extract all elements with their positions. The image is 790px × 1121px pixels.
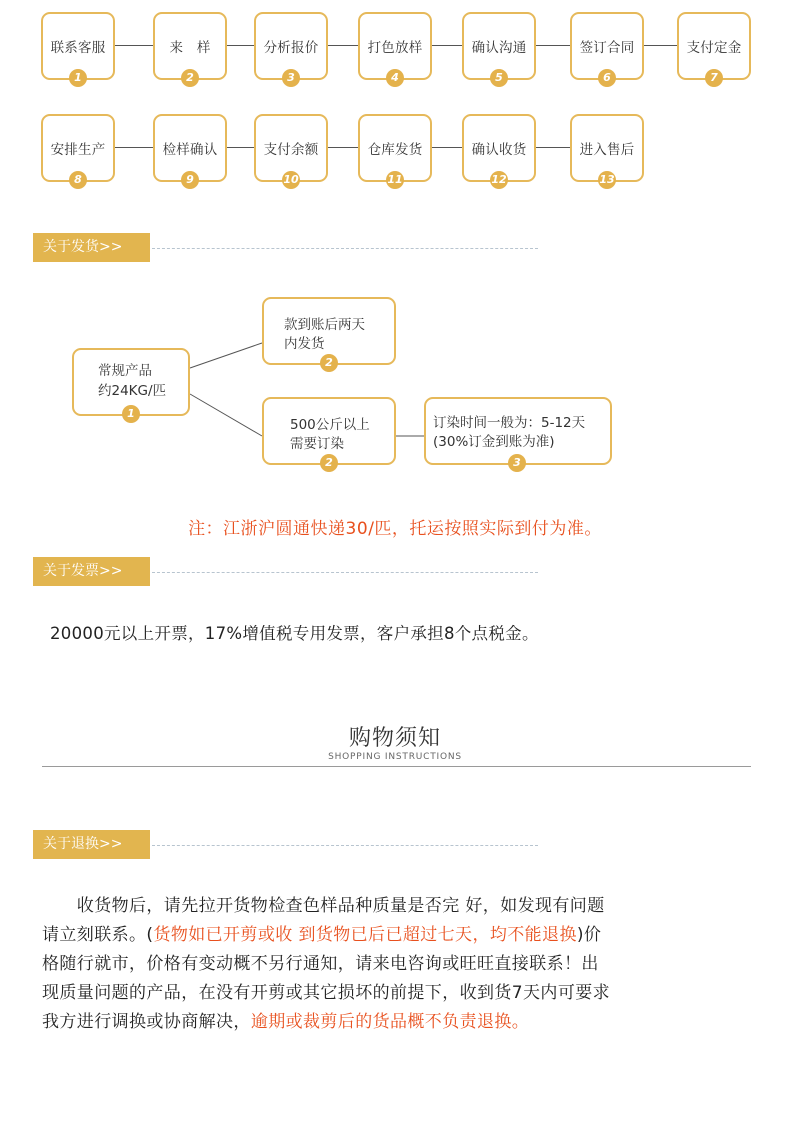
instructions-title: 购物须知 bbox=[348, 726, 441, 751]
custom-dye-line2: 需要订染 bbox=[290, 436, 344, 452]
step-number-badge: 13 bbox=[598, 171, 616, 189]
step-number-badge: 5 bbox=[490, 69, 508, 87]
ship-in-two-days-line1: 款到账后两天 bbox=[284, 317, 365, 333]
custom-dye-line1: 500公斤以上 bbox=[290, 417, 370, 433]
returns-line-4: 现质量问题的产品，在没有开剪或其它损坏的前提下，收到货7天内可要求 bbox=[42, 983, 611, 1003]
returns-line-2-end: )价 bbox=[576, 925, 602, 945]
step-label: 支付余额 bbox=[263, 142, 319, 158]
step-label: 进入售后 bbox=[579, 142, 635, 158]
returns-overdue-highlight: 逾期或裁剪后的货品概不负责退换。 bbox=[250, 1012, 530, 1032]
step-label: 联系客服 bbox=[50, 40, 106, 56]
step-number-badge: 2 bbox=[181, 69, 199, 87]
step-label: 打色放样 bbox=[367, 40, 423, 56]
step-number-badge: 9 bbox=[181, 171, 199, 189]
regular-product-box bbox=[72, 348, 190, 420]
invoice-section-tag: 关于发票>> bbox=[33, 557, 150, 586]
step-label: 分析报价 bbox=[263, 40, 319, 56]
step-number-badge: 7 bbox=[705, 69, 723, 87]
step-number-badge: 6 bbox=[598, 69, 616, 87]
box-number-badge: 2 bbox=[320, 354, 338, 372]
returns-line-1: 收货物后，请先拉开货物检查色样品种质量是否完 好，如发现有问题 bbox=[42, 896, 605, 916]
step-label: 确认沟通 bbox=[471, 40, 527, 56]
ship-in-two-days-box bbox=[262, 297, 396, 369]
step-number-badge: 10 bbox=[282, 171, 300, 189]
box-number-badge: 2 bbox=[320, 454, 338, 472]
step-number-badge: 8 bbox=[69, 171, 87, 189]
step-number-badge: 3 bbox=[282, 69, 300, 87]
dye-time-line2: (30%订金到账为准) bbox=[433, 434, 555, 450]
step-number-badge: 4 bbox=[386, 69, 404, 87]
returns-line-3: 格随行就市，价格有变动概不另行通知，请来电咨询或旺旺直接联系！出 bbox=[42, 954, 599, 974]
returns-line-5-start: 我方进行调换或协商解决， bbox=[42, 1012, 251, 1032]
dye-time-box bbox=[424, 397, 612, 469]
returns-warning-highlight: 货物如已开剪或收 到货物已后已超过七天，均不能退换 bbox=[153, 925, 577, 945]
title-rule bbox=[42, 766, 751, 767]
step-number-badge: 12 bbox=[490, 171, 508, 189]
box-number-badge: 3 bbox=[508, 454, 526, 472]
step-label: 安排生产 bbox=[50, 142, 106, 158]
returns-paragraph bbox=[42, 892, 732, 1037]
step-number-badge: 1 bbox=[69, 69, 87, 87]
step-label: 来 样 bbox=[169, 40, 211, 56]
step-label: 确认收货 bbox=[471, 142, 527, 158]
returns-section-tag: 关于退换>> bbox=[33, 830, 150, 859]
custom-dye-box bbox=[262, 397, 396, 469]
section-divider bbox=[152, 572, 538, 573]
box-number-badge: 1 bbox=[122, 405, 140, 423]
ship-in-two-days-line2: 内发货 bbox=[284, 336, 325, 352]
step-label: 检样确认 bbox=[162, 142, 218, 158]
step-label: 仓库发货 bbox=[367, 142, 423, 158]
step-label: 签订合同 bbox=[579, 40, 635, 56]
shipping-note: 注：江浙沪圆通快递30/匹，托运按照实际到付为准。 bbox=[188, 519, 602, 539]
regular-product-line1: 常规产品 bbox=[98, 363, 152, 379]
step-label: 支付定金 bbox=[686, 40, 742, 56]
shipping-section-tag: 关于发货>> bbox=[33, 233, 150, 262]
section-divider bbox=[152, 845, 538, 846]
regular-product-line2: 约24KG/匹 bbox=[98, 383, 167, 399]
instructions-subtitle: SHOPPING INSTRUCTIONS bbox=[328, 752, 462, 762]
step-number-badge: 11 bbox=[386, 171, 404, 189]
returns-line-5 bbox=[42, 1008, 732, 1037]
dye-time-line1: 订染时间一般为：5-12天 bbox=[433, 415, 586, 431]
returns-line-2 bbox=[42, 921, 732, 950]
invoice-text: 20000元以上开票，17%增值税专用发票，客户承担8个点税金。 bbox=[50, 624, 539, 643]
returns-line-2-start: 请立刻联系。( bbox=[42, 925, 154, 945]
